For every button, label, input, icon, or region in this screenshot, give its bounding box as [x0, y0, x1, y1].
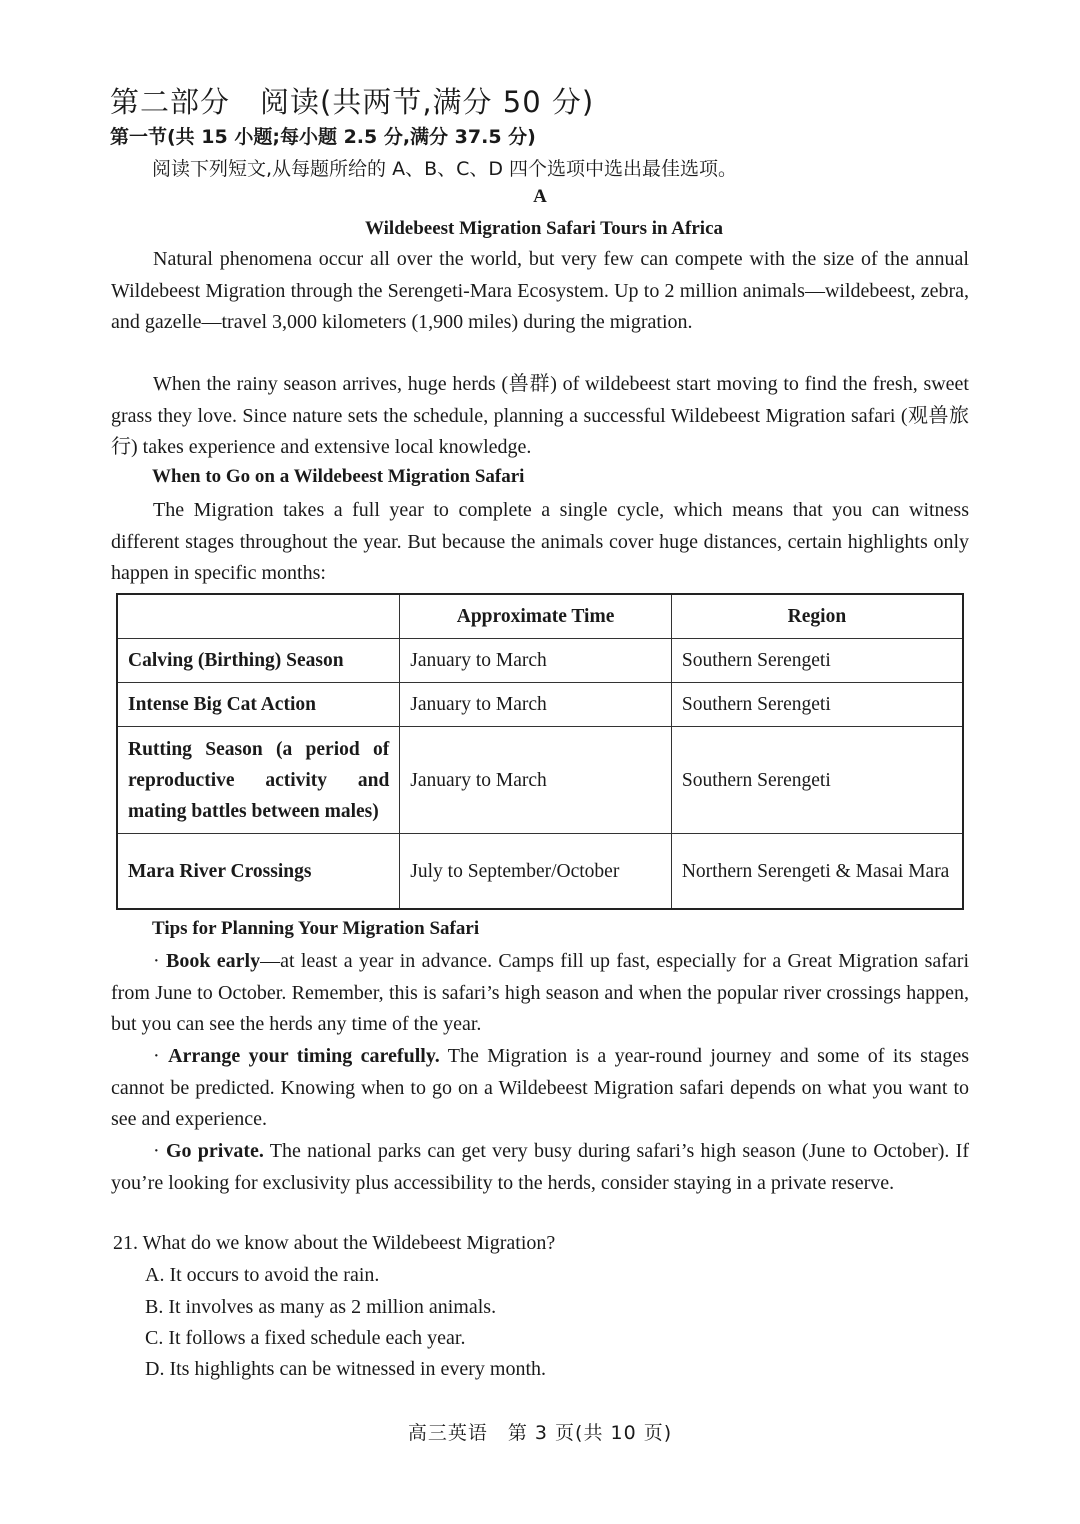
tip-lead: Book early	[166, 950, 261, 972]
option-d[interactable]: D. Its highlights can be witnessed in every month.	[145, 1358, 547, 1380]
tip-lead: Arrange your timing carefully.	[168, 1045, 440, 1067]
table-cell-region: Southern Serengeti	[671, 727, 963, 834]
option-b[interactable]: B. It involves as many as 2 million animals.	[145, 1296, 497, 1318]
table-cell-time: January to March	[400, 683, 672, 727]
tip-text: —at least a year in advance. Camps fill up fast, especially for a Great Migration safari from June to October. Remember, this is safari’s high season and when the popular river crossings happen, but you can see the herds any time of the year.	[111, 950, 970, 1035]
table-header-cell	[117, 594, 400, 639]
table-row	[117, 683, 963, 727]
option-a[interactable]: A. It occurs to avoid the rain.	[145, 1264, 380, 1286]
page-footer: 高三英语 第 3 页(共 10 页)	[407, 1422, 673, 1444]
table-row	[117, 834, 963, 910]
tip-lead: Go private.	[165, 1140, 264, 1162]
table-cell-region: Northern Serengeti & Masai Mara	[671, 834, 963, 910]
section-title: 第一节(共 15 小题;每小题 2.5 分,满分 37.5 分)	[110, 126, 536, 148]
tips-heading: Tips for Planning Your Migration Safari	[152, 918, 480, 939]
part-title: 第二部分 阅读(共两节,满分 50 分)	[110, 85, 595, 119]
table-cell-time: July to September/October	[400, 834, 672, 910]
paragraph-when: The Migration takes a full year to complete a single cycle, which means that you can witness different stages throughout the year. But because the animals cover huge distances, certain highlights only happen in specific months:	[111, 499, 969, 584]
table-cell-time: January to March	[400, 639, 672, 683]
table-cell-event: Rutting Season (a period of reproductive activity and mating battles between males)	[117, 727, 400, 834]
tip-arrange-timing	[111, 1041, 969, 1136]
table-cell-event: Intense Big Cat Action	[117, 683, 400, 727]
tip-book-early	[111, 946, 969, 1041]
instructions: 阅读下列短文,从每题所给的 A、B、C、D 四个选项中选出最佳选项。	[152, 158, 738, 180]
bullet: ·	[153, 950, 160, 972]
migration-timing-table	[116, 593, 964, 910]
table-cell-event: Calving (Birthing) Season	[117, 639, 400, 683]
table-header-row	[117, 594, 963, 639]
tip-go-private	[111, 1136, 969, 1199]
table-row	[117, 639, 963, 683]
paragraph-rainy-season: When the rainy season arrives, huge herds (兽群) of wildebeest start moving to find the fresh, sweet grass they love. Since nature sets the schedule, planning a successful Wildebeest Migration safari (观兽旅行) takes experience and extensive local knowledge.	[111, 373, 969, 458]
passage-title: Wildebeest Migration Safari Tours in Africa	[364, 218, 723, 239]
table-row	[117, 727, 963, 834]
table-cell-event: Mara River Crossings	[117, 834, 400, 910]
table-cell-time: January to March	[400, 727, 672, 834]
passage-letter: A	[533, 186, 547, 207]
option-c[interactable]: C. It follows a fixed schedule each year.	[145, 1327, 466, 1349]
table-header-cell: Region	[671, 594, 963, 639]
question-21: 21. What do we know about the Wildebeest Migration?	[113, 1232, 556, 1254]
table-cell-region: Southern Serengeti	[671, 683, 963, 727]
tip-text: The national parks can get very busy during safari’s high season (June to October). If you’re looking for exclusivity plus accessibility to the herds, consider staying in a private reserve.	[111, 1140, 970, 1194]
when-heading: When to Go on a Wildebeest Migration Safari	[152, 466, 525, 487]
paragraph-intro: Natural phenomena occur all over the world, but very few can compete with the size of the annual Wildebeest Migration through the Serengeti-Mara Ecosystem. Up to 2 million animals—wildebeest, zebra, and gazelle—travel 3,000 kilometers (1,900 miles) during the migration.	[111, 248, 969, 333]
tip-text: The Migration is a year-round journey and some of its stages cannot be predicted. Knowing when to go on a Wildebeest Migration safari depends on what you want to see and experience.	[111, 1045, 969, 1130]
bullet: ·	[153, 1045, 160, 1067]
bullet: ·	[153, 1140, 160, 1162]
table-cell-region: Southern Serengeti	[671, 639, 963, 683]
table-header-cell: Approximate Time	[400, 594, 672, 639]
